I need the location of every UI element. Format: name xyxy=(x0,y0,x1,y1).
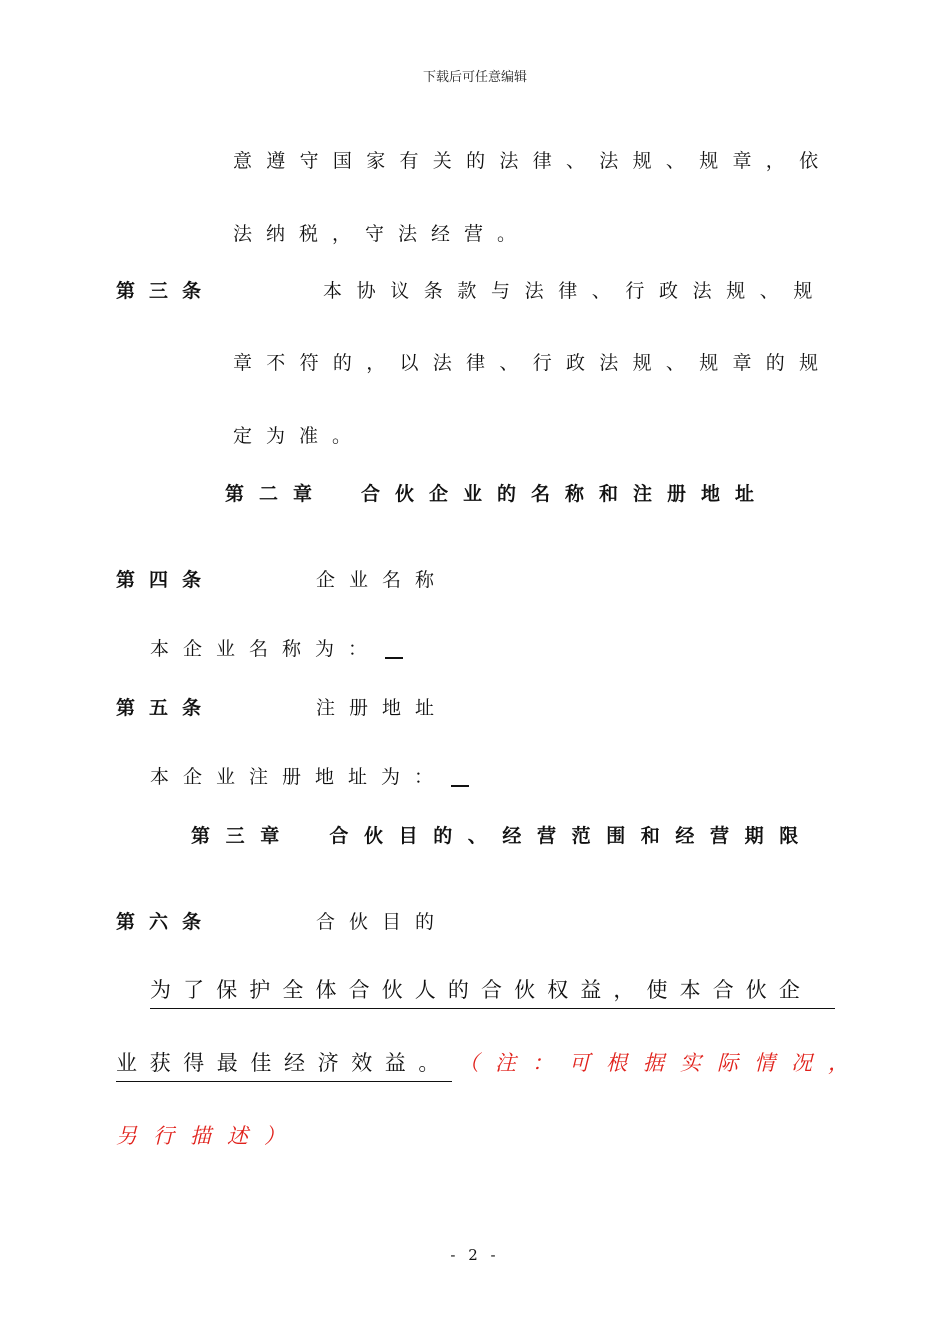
article-3-label: 第三条 xyxy=(116,280,216,302)
page-number: - 2 - xyxy=(450,1246,500,1264)
page-header: 下载后可任意编辑 xyxy=(422,70,527,85)
article-6-label: 第六条 xyxy=(116,911,216,933)
company-name-label: 本企业名称为： xyxy=(150,638,382,660)
address-blank[interactable] xyxy=(451,767,469,787)
article-5-title: 注册地址 xyxy=(316,697,449,719)
article-5-body xyxy=(150,762,469,789)
article-4-title: 企业名称 xyxy=(316,569,449,591)
paragraph-line xyxy=(233,146,833,173)
paragraph-text: 意遵守国家有关的法律、法规、规章，依 xyxy=(233,150,833,172)
article-3-text: 定为准。 xyxy=(233,425,366,447)
article-4-body xyxy=(150,634,403,661)
paragraph-line: 法纳税，守法经营。 xyxy=(233,223,531,245)
article-5-label: 第五条 xyxy=(116,697,216,719)
article-6-text: 业获得最佳经济效益。 xyxy=(116,1047,452,1082)
article-6-text: 为了保护全体合伙人的合伙权益，使本合伙企 xyxy=(150,974,835,1009)
note-text: 另行描述） xyxy=(116,1124,301,1148)
article-3-text: 章不符的，以法律、行政法规、规章的规 xyxy=(233,352,833,374)
note-text: （注：可根据实际情况， xyxy=(458,1051,865,1075)
company-name-blank[interactable] xyxy=(385,639,403,659)
chapter-2-heading: 第二章 合伙企业的名称和注册地址 xyxy=(225,483,770,505)
article-3-text: 本协议条款与法律、行政法规、规 xyxy=(323,280,828,302)
chapter-3-heading: 第三章 合伙目的、经营范围和经营期限 xyxy=(191,825,814,847)
article-6-title: 合伙目的 xyxy=(316,911,449,933)
article-6-line xyxy=(116,1047,865,1082)
address-label: 本企业注册地址为： xyxy=(150,766,448,788)
article-4-label: 第四条 xyxy=(116,569,216,591)
